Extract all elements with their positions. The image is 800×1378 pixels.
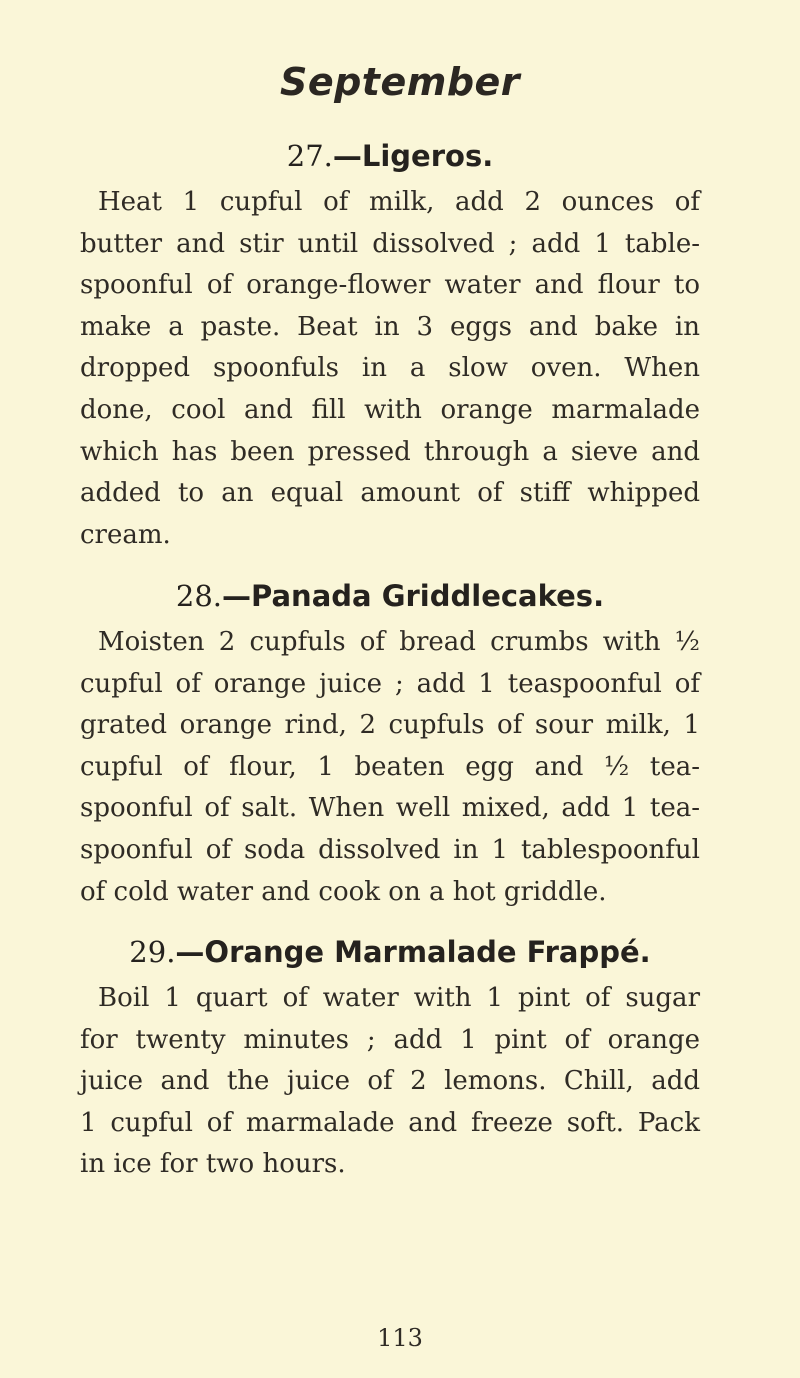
recipe-body [80, 978, 700, 1186]
recipe-title [80, 136, 700, 176]
body-line: cupful of flour, 1 beaten egg and ½ tea- [80, 751, 700, 782]
body-line: butter and stir until dissolved ; add 1 table- [80, 228, 700, 259]
recipe-27 [80, 136, 700, 556]
recipe-name: Panada Griddlecakes. [251, 579, 605, 613]
body-line: Boil 1 quart of water with 1 pint of sugar [98, 983, 700, 1013]
body-line: make a paste. Beat in 3 eggs and bake in [80, 311, 700, 342]
body-line: dropped spoonfuls in a slow oven. When [80, 353, 700, 384]
body-line: which has been pressed through a sieve and [80, 436, 700, 467]
recipe-name: Orange Marmalade Frappé. [204, 935, 651, 969]
body-line: spoonful of soda dissolved in 1 tablespoonful [80, 834, 700, 865]
recipe-dash: — [222, 579, 252, 613]
recipe-28 [80, 576, 700, 913]
body-line: in ice for two hours. [80, 1149, 346, 1180]
recipe-29 [80, 932, 700, 1186]
recipe-title [80, 932, 700, 972]
body-line: spoonful of orange-flower water and flour to [80, 270, 700, 301]
recipe-name: Ligeros. [361, 139, 494, 173]
body-line: spoonful of salt. When well mixed, add 1 tea- [80, 793, 700, 824]
body-line: done, cool and fill with orange marmalade [80, 394, 700, 425]
body-line: added to an equal amount of stiff whipped [80, 478, 700, 509]
recipe-dash: — [332, 139, 362, 173]
recipe-body [80, 182, 700, 556]
body-line: cupful of orange juice ; add 1 teaspoonful of [80, 668, 700, 699]
running-head: September [279, 60, 521, 104]
recipe-number: 27. [286, 139, 333, 173]
body-line: Heat 1 cupful of milk, add 2 ounces of [98, 187, 700, 217]
recipe-number: 28. [175, 579, 223, 613]
body-line: Moisten 2 cupfuls of bread crumbs with ½ [98, 627, 700, 657]
recipe-dash: — [175, 935, 205, 969]
recipe-number: 29. [129, 935, 176, 969]
body-line: 1 cupful of marmalade and freeze soft. Pack [80, 1107, 700, 1138]
page-number: 113 [377, 1324, 423, 1352]
recipe-title [80, 576, 700, 616]
body-line: cream. [80, 519, 171, 550]
body-line: of cold water and cook on a hot griddle. [80, 876, 607, 907]
body-line: grated orange rind, 2 cupfuls of sour milk, 1 [80, 710, 700, 741]
body-line: juice and the juice of 2 lemons. Chill, add [80, 1066, 700, 1097]
recipe-body [80, 622, 700, 913]
body-line: for twenty minutes ; add 1 pint of orange [80, 1024, 700, 1055]
